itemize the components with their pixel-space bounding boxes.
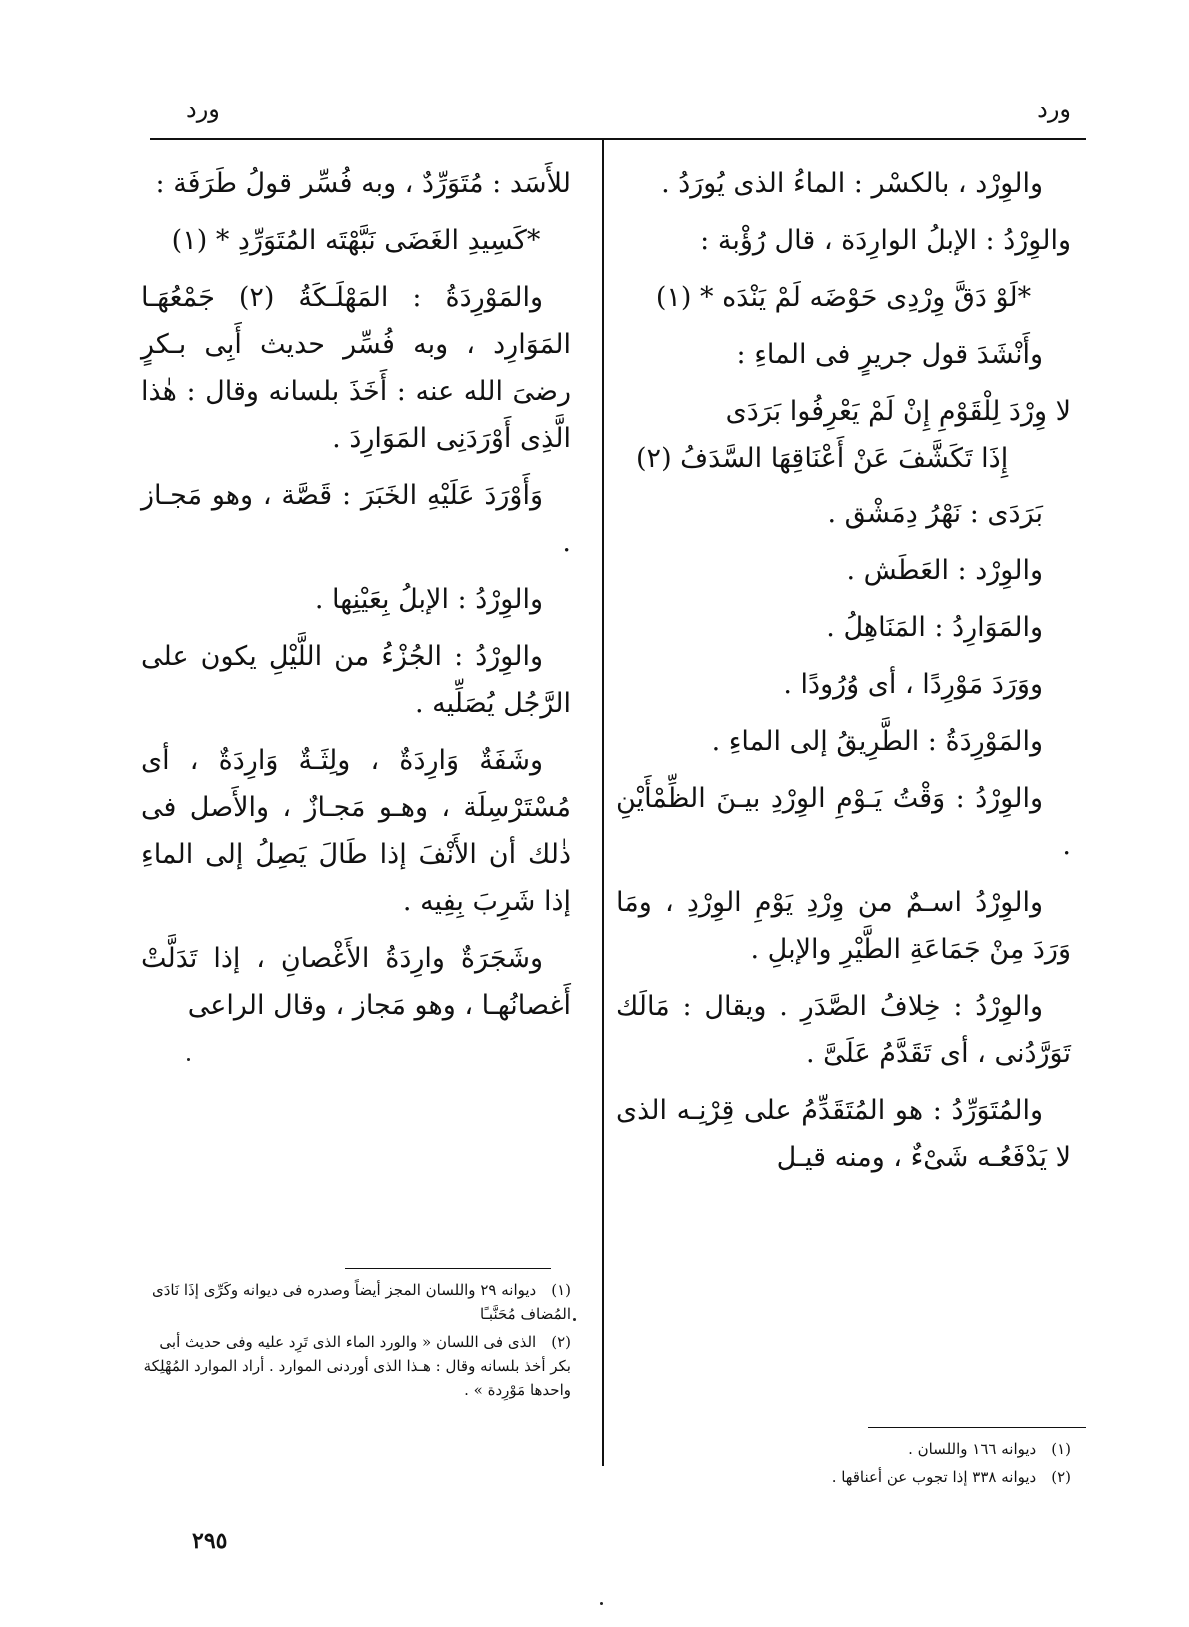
page-number: ٢٩٥ [192,1528,228,1554]
footnote-number: (١) [1051,1440,1071,1458]
entry-paragraph: ووَرَدَ مَوْرِدًا ، أى وُرُودًا . [783,669,1043,700]
entry-paragraph: وأَنْشَدَ قول جريرٍ فى الماءِ : [736,339,1043,370]
right-column [616,160,1071,1191]
footnote-text: ديوانه ٢٩ واللسان المجز أيضاً وصدره فى ديوانه وكَرِّى إذَا نَادَى المُضاف مُحَنَّبـًا [152,1281,571,1323]
entry-paragraph: والوِرْدُ اسـمٌ من وِرْدِ يَوْمِ الوِرْدِ ، ومَا وَرَدَ مِنْ جَمَاعَةِ الطَّيْرِ والإبلِ . [616,887,1071,965]
entry-paragraph: للأَسَد : مُتَوَرِّدٌ ، وبه فُسِّر قولُ طَرَفَة : [155,168,571,199]
running-header-left: ورد [186,95,220,123]
scan-speck [187,1058,190,1061]
header-rule [150,138,1086,140]
entry-paragraph: والمَوَارِدُ : المَنَاهِلُ . [826,612,1043,643]
footnotes-left [141,1278,571,1406]
footnote-number: (٢) [551,1333,571,1351]
entry-paragraph: والوِرْد ، بالكسْر : الماءُ الذى يُورَدُ . [661,168,1043,199]
footnote-number: (١) [551,1281,571,1299]
entry-paragraph: والمَوْرِدَةُ : الطَّرِيقُ إلى الماءِ . [711,726,1043,757]
verse-line: *لَوْ دَقَّ وِرْدِى حَوْضَه لَمْ يَنْدَه * (١) [655,282,1032,313]
entry-paragraph: والوِرْدُ : الجُزْءُ من اللَّيْلِ يكون على الرَّجُل يُصَلِّيه . [141,641,571,719]
scan-speck [573,1318,576,1321]
footnote-rule-left [345,1268,551,1269]
footnote-number: (٢) [1051,1468,1071,1486]
footnote [616,1465,1071,1489]
verse-line: *كَسِيدِ الغَضَى نَبَّهْتَه المُتَوَرِّدِ * (١) [171,225,541,256]
footnote [141,1330,571,1402]
footnotes-right [616,1437,1071,1493]
entry-paragraph: وَأَوْرَدَ عَلَيْهِ الخَبَرَ : قَصَّة ، وهو مَجـاز . [141,480,571,558]
verse-hemistich-first: لا وِرْدَ لِلْقَوْمِ إِنْ لَمْ يَعْرِفُوا بَرَدَى [725,396,1071,427]
entry-paragraph: والوِرْدُ : خِلافُ الصَّدَرِ . ويقال : مَالَك تَوَرَّدُنى ، أى تَقَدَّمُ عَلَىَّ . [616,991,1071,1069]
entry-paragraph: والوِرْدُ : الإبلُ الوارِدَة ، قال رُؤْبة : [700,225,1071,256]
entry-paragraph: بَرَدَى : نَهْرُ دِمَشْق . [827,498,1043,529]
footnote-text: الذى فى اللسان « والورد الماء الذى تَرِد عليه وفى حديث أبى بكر أخذ بلسانه وقال : هـذا الذى أوردنى الموارد . أراد الموارد المُهْلِكة واحدها مَوْرِدة » . [143,1333,571,1399]
entry-paragraph: وشَفَةٌ وَارِدَةٌ ، ولِثَـةٌ وَارِدَةٌ ، أى مُسْتَرْسِلَة ، وهـو مَجـازٌ ، والأَصل فى ذٰلك أن الأَنْفَ إذا طَالَ يَصِلُ إلى الماءِ إذا شَرِبَ بِفِيه . [141,745,571,917]
entry-paragraph: والمُتَوَرِّدُ : هو المُتَقَدِّمُ على قِرْنِـه الذى لا يَدْفَعُـه شَىْءٌ ، ومنه قيـل [616,1095,1071,1173]
verse-hemistich-second: إِذَا تَكَشَّفَ عَنْ أَعْنَاقِهَا السَّدَفُ (٢) [636,443,1009,474]
entry-paragraph: والوِرْد : العَطَش . [846,555,1043,586]
footnote-rule-right [868,1427,1086,1428]
left-column [141,160,571,1039]
scan-speck [600,1602,603,1605]
running-header-right: ورد [1037,95,1071,123]
entry-paragraph: والوِرْدُ : وَقْتُ يَـوْمِ الوِرْدِ بيـنَ الظِّمْأَيْنِ . [616,783,1071,861]
footnote-text: ديوانه ١٦٦ واللسان . [908,1440,1037,1458]
footnote [616,1437,1071,1461]
footnote [141,1278,571,1326]
entry-paragraph: والمَوْرِدَةُ : المَهْلَـكَةُ (٢) جَمْعُهَـا المَوَارِد ، وبه فُسِّر حديث أَبِى بـكرٍ رضىَ الله عنه : أَخَذَ بلسانه وقال : هٰذا الَّذِى أَوْرَدَنِى المَوَارِدَ . [141,282,571,454]
entry-paragraph: والوِرْدُ : الإبلُ بِعَيْنِها . [314,584,543,615]
entry-paragraph: وشَجَرَةٌ وارِدَةُ الأَغْصانِ ، إذا تَدَلَّتْ أَغصانُهـا ، وهو مَجاز ، وقال الراعى [141,943,571,1021]
footnote-text: ديوانه ٣٣٨ إذا تجوب عن أعناقها . [831,1468,1037,1486]
column-divider [602,140,604,1466]
